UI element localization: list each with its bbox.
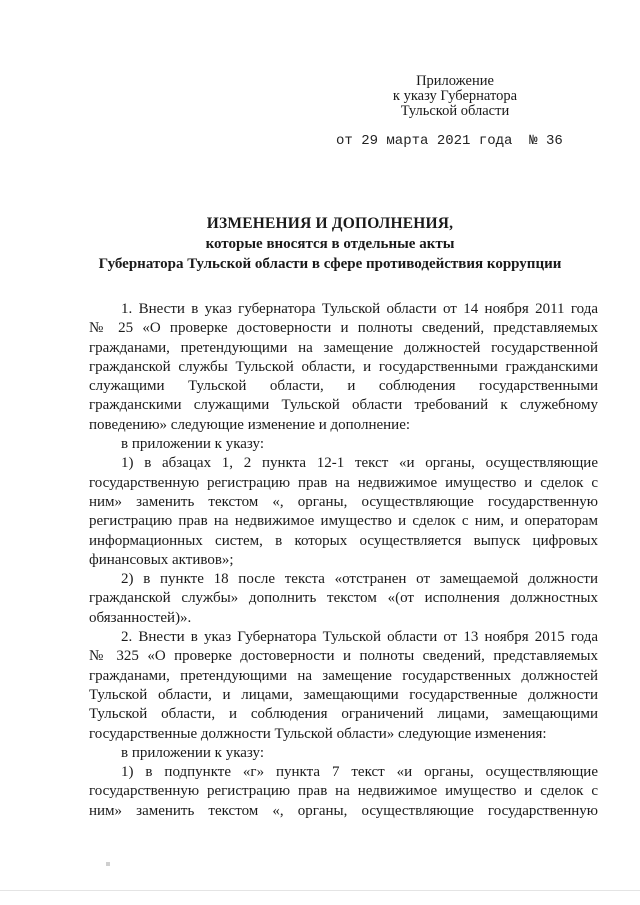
- body-line: государственную регистрацию прав на недвижимое имущество и сделок с: [89, 783, 598, 800]
- body-line: 1) в подпункте «г» пункта 7 текст «и органы, осуществляющие: [121, 764, 598, 781]
- body-line: 2. Внести в указ Губернатора Тульской области от 13 ноября 2015 года: [121, 629, 598, 646]
- body-line: 1) в абзацах 1, 2 пункта 12-1 текст «и органы, осуществляющие: [121, 455, 598, 472]
- title-line: которые вносятся в отдельные акты: [205, 236, 455, 252]
- body-line: финансовых активов»;: [89, 551, 234, 568]
- document-body: [89, 300, 598, 821]
- scan-artifact: [0, 890, 640, 891]
- body-line: 2) в пункте 18 после текста «отстранен от замещаемой должности: [121, 571, 598, 588]
- body-line: гражданами, претендующими на замещение должностей государственной: [89, 339, 598, 356]
- appendix-line: к указу Губернатора: [392, 88, 518, 104]
- body-line: обязанностей)».: [89, 609, 192, 626]
- body-line: гражданскими служащими Тульской области требований к служебному: [89, 397, 598, 414]
- appendix-line: Приложение: [416, 73, 494, 89]
- appendix-line: Тульской области: [400, 103, 510, 119]
- body-line: государственные должности Тульской области» следующие изменения:: [89, 725, 547, 742]
- body-line: ним» заменить текстом «, органы, осуществляющие государственную: [89, 802, 598, 819]
- body-line: в приложении к указу:: [121, 436, 264, 453]
- title-line: ИЗМЕНЕНИЯ И ДОПОЛНЕНИЯ,: [206, 215, 454, 232]
- body-line: гражданской службы Тульской области, и государственными гражданскими: [89, 358, 598, 375]
- body-line: № 25 «О проверке достоверности и полноты сведений, представляемых: [89, 320, 598, 337]
- body-line: информационных систем, в которых осуществляется выпуск цифровых: [89, 532, 598, 549]
- appendix-block: [380, 74, 530, 119]
- title-line: Губернатора Тульской области в сфере противодействия коррупции: [98, 256, 562, 272]
- body-line: служащими Тульской области, и соблюдения государственными: [89, 378, 598, 395]
- body-line: в приложении к указу:: [121, 744, 264, 761]
- order-date-number: от 29 марта 2021 года № 36: [336, 133, 563, 149]
- body-line: гражданами, претендующими на замещение государственных должностей: [89, 667, 598, 684]
- body-line: № 325 «О проверке достоверности и полноты сведений, представляемых: [89, 648, 598, 665]
- body-line: гражданской службы» дополнить текстом «(от исполнения должностных: [89, 590, 598, 607]
- body-line: 1. Внести в указ губернатора Тульской области от 14 ноября 2011 года: [121, 301, 598, 317]
- body-line: Тульской области, и лицами, замещающими государственные должности: [89, 686, 598, 703]
- body-line: ним» заменить текстом «, органы, осуществляющие государственную: [89, 493, 598, 510]
- document-title: [60, 214, 600, 274]
- body-line: Тульской области, и соблюдения ограничений лицами, замещающими: [89, 706, 598, 723]
- body-line: поведению» следующие изменение и дополнение:: [89, 416, 411, 433]
- body-line: регистрацию прав на недвижимое имущество и сделок с ним, и операторам: [89, 513, 598, 530]
- body-line: государственную регистрацию прав на недвижимое имущество и сделок с: [89, 474, 598, 491]
- scan-artifact: [106, 862, 110, 866]
